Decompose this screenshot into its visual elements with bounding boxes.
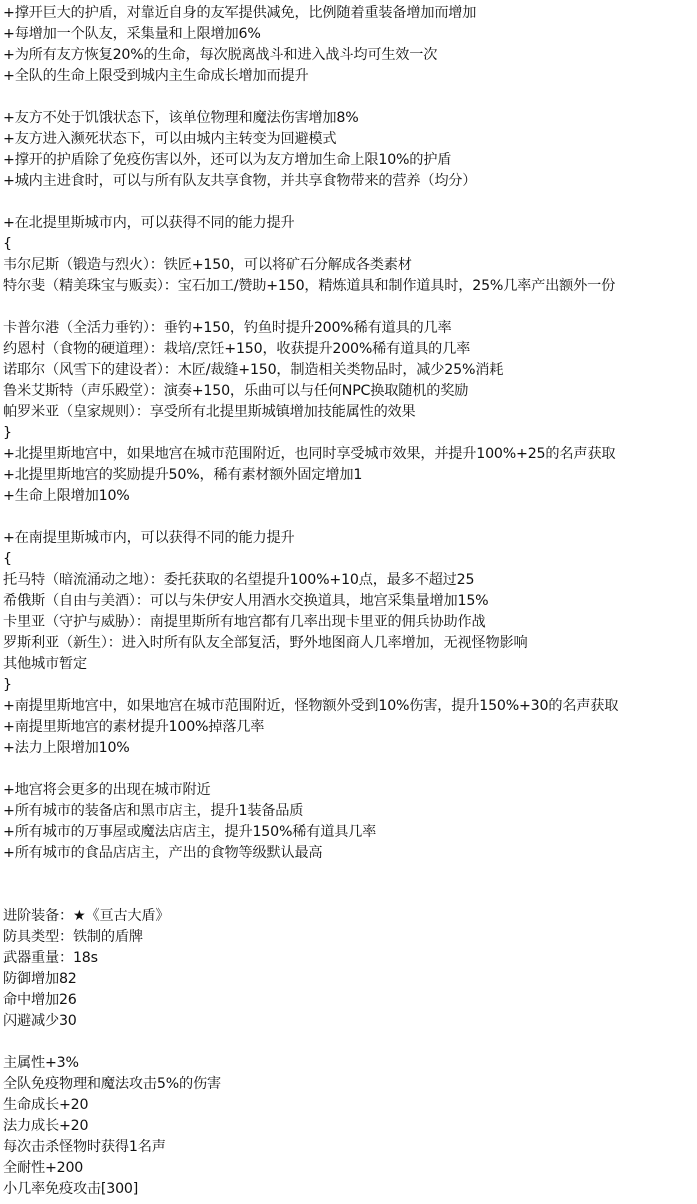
blank-line [3, 864, 697, 885]
blank-line [3, 885, 697, 906]
text-line: 罗斯利亚（新生）：进入时所有队友全部复活，野外地图商人几率增加，无视怪物影响 [3, 635, 528, 651]
text-line: 韦尔尼斯（锻造与烈火）：铁匠+150，可以将矿石分解成各类素材 [3, 257, 412, 273]
text-line: 防御增加82 [3, 971, 77, 987]
text-line: +生命上限增加10% [3, 488, 130, 504]
blank-line [3, 192, 697, 213]
text-line: +法力上限增加10% [3, 740, 130, 756]
text-line: } [3, 677, 12, 693]
text-line: 卡里亚（守护与威胁）：南提里斯所有地宫都有几率出现卡里亚的佣兵协助作战 [3, 614, 486, 630]
text-line: 生命成长+20 [3, 1097, 89, 1113]
text-line: +所有城市的装备店和黑市店主，提升1装备品质 [3, 803, 304, 819]
text-line: 防具类型：铁制的盾牌 [3, 929, 143, 945]
text-line: +南提里斯地宫的素材提升100%掉落几率 [3, 719, 265, 735]
text-line: { [3, 236, 12, 252]
text-line: +撑开巨大的护盾，对靠近自身的友军提供减免，比例随着重装备增加而增加 [3, 5, 477, 21]
text-line: { [3, 551, 12, 567]
text-line: 每次击杀怪物时获得1名声 [3, 1139, 166, 1155]
text-line: 武器重量：18s [3, 950, 98, 966]
text-line: +地宫将会更多的出现在城市附近 [3, 782, 211, 798]
text-line: +友方不处于饥饿状态下，该单位物理和魔法伤害增加8% [3, 110, 359, 126]
text-line: 托马特（暗流涌动之地）：委托获取的名望提升100%+10点，最多不超过25 [3, 572, 475, 588]
text-line: +为所有友方恢复20%的生命，每次脱离战斗和进入战斗均可生效一次 [3, 47, 438, 63]
text-line: 主属性+3% [3, 1055, 79, 1071]
text-line: 特尔斐（精美珠宝与贩卖）：宝石加工/赞助+150，精炼道具和制作道具时，25%几率产出额外一份 [3, 278, 616, 294]
text-line: +所有城市的万事屋或魔法店店主，提升150%稀有道具几率 [3, 824, 377, 840]
text-line: +北提里斯地宫的奖励提升50%，稀有素材额外固定增加1 [3, 467, 363, 483]
text-line: 全队免疫物理和魔法攻击5%的伤害 [3, 1076, 221, 1092]
blank-line [3, 759, 697, 780]
text-line: +南提里斯地宫中，如果地宫在城市范围附近，怪物额外受到10%伤害，提升150%+30的名声获取 [3, 698, 619, 714]
text-line: +所有城市的食品店店主，产出的食物等级默认最高 [3, 845, 323, 861]
blank-line [3, 87, 697, 108]
text-line: 小几率免疫攻击[300] [3, 1181, 139, 1197]
text-line: 希俄斯（自由与美酒）：可以与朱伊安人用酒水交换道具，地宫采集量增加15% [3, 593, 489, 609]
text-line: 诺耶尔（风雪下的建设者）：木匠/裁缝+150，制造相关类物品时，减少25%消耗 [3, 362, 504, 378]
text-line: +友方进入濒死状态下，可以由城内主转变为回避模式 [3, 131, 337, 147]
blank-line [3, 1032, 697, 1053]
text-line: 鲁米艾斯特（声乐殿堂）：演奏+150，乐曲可以与任何NPC换取随机的奖励 [3, 383, 469, 399]
text-line: +撑开的护盾除了免疫伤害以外，还可以为友方增加生命上限10%的护盾 [3, 152, 452, 168]
text-line: 命中增加26 [3, 992, 77, 1008]
text-line: 全耐性+200 [3, 1160, 84, 1176]
text-line: +城内主进食时，可以与所有队友共享食物，并共享食物带来的营养（均分） [3, 173, 477, 189]
text-line: +每增加一个队友，采集量和上限增加6% [3, 26, 261, 42]
text-line: +在南提里斯城市内，可以获得不同的能力提升 [3, 530, 295, 546]
text-line: 约恩村（食物的硬道理）：栽培/烹饪+150，收获提升200%稀有道具的几率 [3, 341, 471, 357]
text-line: 法力成长+20 [3, 1118, 89, 1134]
blank-line [3, 507, 697, 528]
text-line: +北提里斯地宫中，如果地宫在城市范围附近，也同时享受城市效果，并提升100%+25的名声获取 [3, 446, 616, 462]
text-line: +在北提里斯城市内，可以获得不同的能力提升 [3, 215, 295, 231]
text-line: } [3, 425, 12, 441]
text-line: 进阶装备：★《亘古大盾》 [3, 908, 170, 924]
text-line: 其他城市暂定 [3, 656, 87, 672]
text-line: +全队的生命上限受到城内主生命成长增加而提升 [3, 68, 309, 84]
text-line: 帕罗米亚（皇家规则）：享受所有北提里斯城镇增加技能属性的效果 [3, 404, 416, 420]
text-line: 卡普尔港（全活力垂钓）：垂钓+150，钓鱼时提升200%稀有道具的几率 [3, 320, 452, 336]
text-line: 闪避减少30 [3, 1013, 77, 1029]
